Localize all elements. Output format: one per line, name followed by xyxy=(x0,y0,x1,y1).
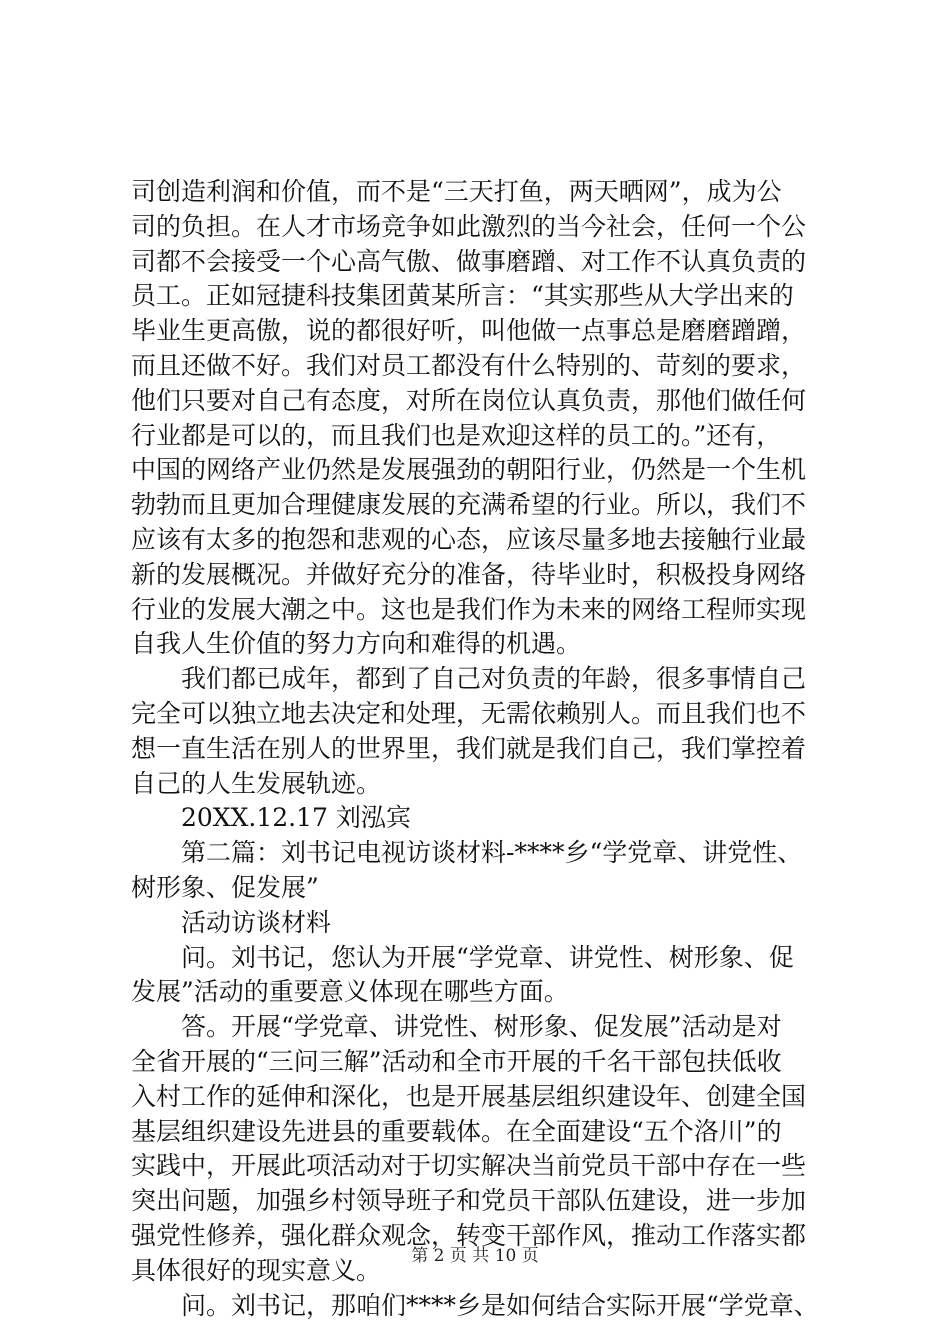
paragraph-start-line: 我们都已成年，都到了自己对负责的年龄，很多事情自己 xyxy=(181,664,807,694)
text-line: 想一直生活在别人的世界里，我们就是我们自己，我们掌控着 xyxy=(131,733,807,763)
text-line: 强党性修养，强化群众观念，转变干部作风，推动工作落实都 xyxy=(131,1220,807,1250)
question-line: 问。刘书记，那咱们****乡是如何结合实际开展“学党章、 xyxy=(181,1290,819,1320)
text-line: 勃勃而且更加合理健康发展的充满希望的行业。所以，我们不 xyxy=(131,490,807,520)
answer-line: 答。开展“学党章、讲党性、树形象、促发展”活动是对 xyxy=(181,1012,782,1042)
text-line: 基层组织建设先进县的重要载体。在全面建设“五个洛川”的 xyxy=(131,1116,782,1146)
page-footer xyxy=(0,1241,950,1266)
text-line: 毕业生更高傲，说的都很好听，叫他做一点事总是磨磨蹭蹭， xyxy=(131,316,807,346)
text-line: 司创造利润和价值，而不是“三天打鱼，两天晒网”，成为公 xyxy=(131,177,782,206)
text-line: 全省开展的“三问三解”活动和全市开展的千名干部包扶低收 xyxy=(131,1046,782,1076)
date-author-line: 20XX.12.17 刘泓宾 xyxy=(181,803,411,833)
text-line: 自己的人生发展轨迹。 xyxy=(131,768,382,798)
text-line: 入村工作的延伸和深化，也是开展基层组织建设年、创建全国 xyxy=(131,1081,807,1111)
text-line: 而且还做不好。我们对员工都没有什么特别的、苛刻的要求， xyxy=(131,350,807,380)
section-title-line: 树形象、促发展” xyxy=(131,872,319,902)
section-title-line: 第二篇：刘书记电视访谈材料-****乡“学党章、讲党性、 xyxy=(181,838,803,868)
question-line: 问。刘书记，您认为开展“学党章、讲党性、树形象、促 xyxy=(181,942,794,972)
text-line: 发展”活动的重要意义体现在哪些方面。 xyxy=(131,977,569,1007)
document-body xyxy=(131,175,831,1323)
text-line: 他们只要对自己有态度，对所在岗位认真负责，那他们做任何 xyxy=(131,385,807,415)
text-line: 司都不会接受一个心高气傲、做事磨蹭、对工作不认真负责的 xyxy=(131,246,807,276)
text-line: 员工。正如冠捷科技集团黄某所言：“其实那些从大学出来的 xyxy=(131,281,794,311)
text-line: 行业都是可以的，而且我们也是欢迎这样的员工的。”还有， xyxy=(131,420,782,450)
text-line: 实践中，开展此项活动对于切实解决当前党员干部中存在一些 xyxy=(131,1151,807,1181)
text-line: 行业的发展大潮之中。这也是我们作为未来的网络工程师实现 xyxy=(131,594,807,624)
text-line: 完全可以独立地去决定和处理，无需依赖别人。而且我们也不 xyxy=(131,698,807,728)
subtitle-line: 活动访谈材料 xyxy=(181,907,332,937)
page-number: 第 2 页 共 10 页 xyxy=(411,1246,539,1266)
text-line: 具体很好的现实意义。 xyxy=(131,1255,382,1285)
text-line: 应该有太多的抱怨和悲观的心态，应该尽量多地去接触行业最 xyxy=(131,524,807,554)
text-line: 中国的网络产业仍然是发展强劲的朝阳行业，仍然是一个生机 xyxy=(131,455,807,485)
text-line: 新的发展概况。并做好充分的准备，待毕业时，积极投身网络 xyxy=(131,559,807,589)
text-line: 突出问题，加强乡村领导班子和党员干部队伍建设，进一步加 xyxy=(131,1186,807,1216)
text-line: 司的负担。在人才市场竞争如此激烈的当今社会，任何一个公 xyxy=(131,211,807,241)
text-line: 自我人生价值的努力方向和难得的机遇。 xyxy=(131,629,582,659)
